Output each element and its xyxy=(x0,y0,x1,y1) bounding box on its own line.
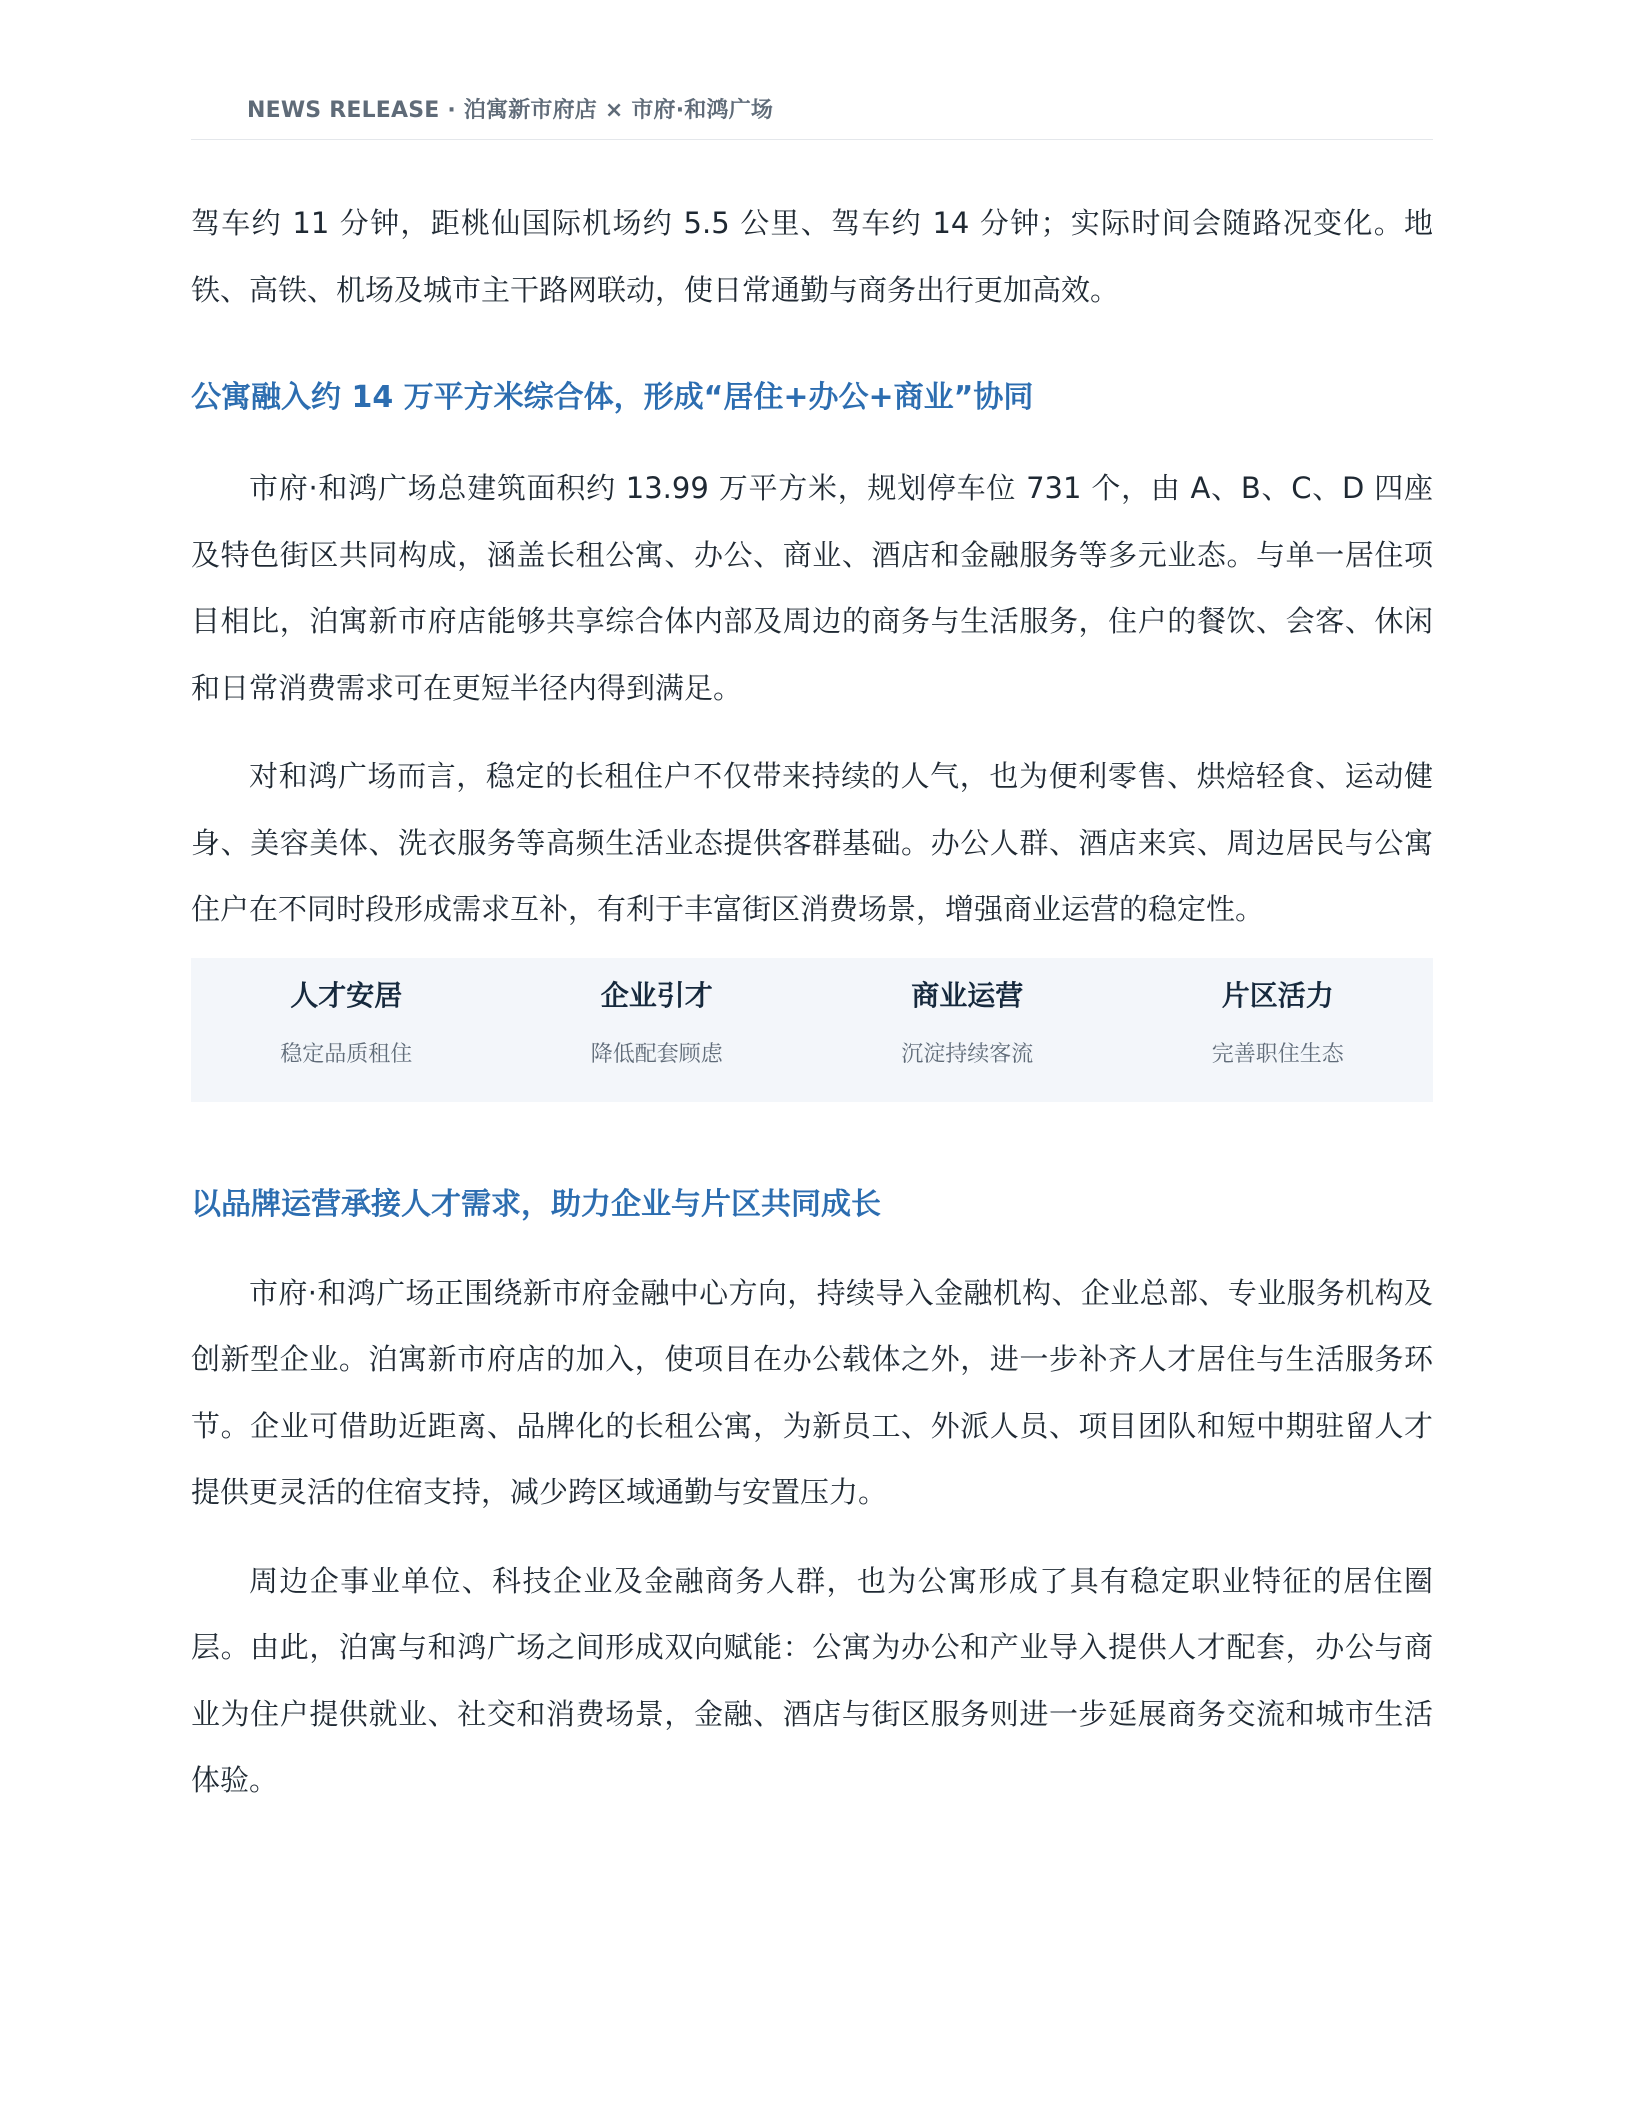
stat-item xyxy=(812,958,1123,1102)
paragraph-mutual-empowerment: 周边企事业单位、科技企业及金融商务人群，也为公寓形成了具有稳定职业特征的居住圈层。由此，泊寓与和鸿广场之间形成双向赋能：公寓为办公和产业导入提供人才配套，办公与商业为住户提供就业、社交和消费场景，金融、酒店与街区服务则进一步延展商务交流和城市生活体验。 xyxy=(191,1563,1433,1797)
page-header xyxy=(191,96,1433,140)
stat-title: 人才安居 xyxy=(290,978,403,1012)
stat-subtitle: 沉淀持续客流 xyxy=(901,1041,1034,1067)
section-heading-talent: 以品牌运营承接人才需求，助力企业与片区共同成长 xyxy=(191,1186,881,1222)
stat-subtitle: 稳定品质租住 xyxy=(280,1041,413,1067)
stat-title: 商业运营 xyxy=(911,978,1024,1012)
header-title: NEWS RELEASE · 泊寓新市府店 × 市府·和鸿广场 xyxy=(247,98,774,123)
stat-subtitle: 降低配套顾虑 xyxy=(590,1041,723,1067)
paragraph-transport: 驾车约 11 分钟，距桃仙国际机场约 5.5 公里、驾车约 14 分钟；实际时间会随路况变化。地铁、高铁、机场及城市主干路网联动，使日常通勤与商务出行更加高效。 xyxy=(191,206,1433,307)
stat-item xyxy=(502,958,813,1102)
stat-item xyxy=(1123,958,1434,1102)
stat-subtitle: 完善职住生态 xyxy=(1211,1041,1344,1067)
section-heading-complex: 公寓融入约 14 万平方米综合体，形成“居住+办公+商业”协同 xyxy=(191,380,1034,415)
paragraph-commercial-synergy: 对和鸿广场而言，稳定的长租住户不仅带来持续的人气，也为便利零售、烘焙轻食、运动健身、美容美体、洗衣服务等高频生活业态提供客群基础。办公人群、酒店来宾、周边居民与公寓住户在不同时段形成需求互补，有利于丰富街区消费场景，增强商业运营的稳定性。 xyxy=(191,759,1433,926)
paragraph-talent-demand: 市府·和鸿广场正围绕新市府金融中心方向，持续导入金融机构、企业总部、专业服务机构及创新型企业。泊寓新市府店的加入，使项目在办公载体之外，进一步补齐人才居住与生活服务环节。企业可借助近距离、品牌化的长租公寓，为新员工、外派人员、项目团队和短中期驻留人才提供更灵活的住宿支持，减少跨区域通勤与安置压力。 xyxy=(191,1275,1433,1509)
paragraph-complex-overview: 市府·和鸿广场总建筑面积约 13.99 万平方米，规划停车位 731 个，由 A、B、C、D 四座及特色街区共同构成，涵盖长租公寓、办公、商业、酒店和金融服务等多元业态。与单一居住项目相比，泊寓新市府店能够共享综合体内部及周边的商务与生活服务，住户的餐饮、会客、休闲和日常消费需求可在更短半径内得到满足。 xyxy=(191,471,1433,705)
stat-title: 片区活力 xyxy=(1221,978,1334,1012)
stat-title: 企业引才 xyxy=(600,978,713,1012)
stats-panel xyxy=(191,958,1433,1102)
stat-item xyxy=(191,958,502,1102)
article-body xyxy=(191,190,1433,1814)
